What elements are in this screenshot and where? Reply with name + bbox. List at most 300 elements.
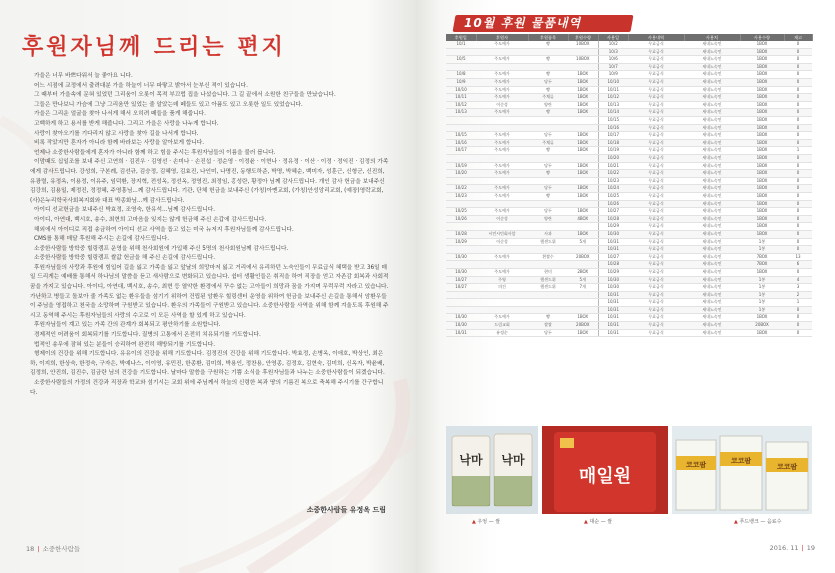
table-cell — [528, 299, 568, 307]
table-cell: 무료급식 — [628, 261, 684, 269]
donation-table-wrap — [446, 34, 812, 337]
table-cell: 새내노숙인 — [684, 230, 740, 238]
table-cell: 20BOX — [740, 322, 784, 330]
table-title: 10월 후원 물품내역 — [464, 16, 582, 30]
table-cell — [568, 246, 598, 254]
table-cell: 1BOX — [740, 215, 784, 223]
table-cell: 주영 — [476, 276, 528, 284]
table-cell: 빵 — [528, 86, 568, 94]
table-cell — [476, 155, 528, 163]
letter-paragraph: 어느 시점에 교정에서 출려대분 가을 하늘이 너무 파랗고 밝아서 눈부신 적이 있습니다. — [34, 82, 248, 89]
table-cell: 10/30 — [598, 284, 628, 292]
table-cell: 사과 — [528, 230, 568, 238]
table-row — [446, 63, 812, 71]
table-cell: 0 — [784, 238, 812, 246]
table-cell: 무료급식 — [628, 139, 684, 147]
table-cell: 빵 — [528, 314, 568, 322]
table-cell: 무료급식 — [628, 71, 684, 79]
table-row — [446, 86, 812, 94]
table-cell: 주도예가 — [476, 162, 528, 170]
table-cell: 7BOX — [740, 261, 784, 269]
table-cell: 10/8 — [446, 71, 476, 79]
table-cell: 10/17 — [598, 132, 628, 140]
table-header-row — [446, 34, 812, 41]
table-cell: 1BOX — [568, 208, 598, 216]
table-cell — [568, 299, 598, 307]
table-cell: 0 — [784, 192, 812, 200]
table-cell: 10/2 — [598, 41, 628, 48]
letter-paragraph: 후원자님들이 계고 있는 가족 간의 관계가 회복되고 평안하기를 소원합니다. — [34, 322, 221, 329]
table-cell: 무료급식 — [628, 329, 684, 337]
table-cell: 새내노숙인 — [684, 63, 740, 71]
table-cell: 주도예가 — [476, 185, 528, 193]
table-row — [446, 41, 812, 48]
letter-paragraph: 법적인 송무에 잠혀 있는 분들이 승리하여 완전히 해방되기를 기도합니다. — [34, 341, 216, 348]
table-cell: 1BOX — [740, 192, 784, 200]
table-cell: 0 — [784, 170, 812, 178]
table-cell: 새내노숙인 — [684, 185, 740, 193]
table-cell: 당두 — [528, 329, 568, 337]
table-cell: 무료급식 — [628, 208, 684, 216]
table-cell: 10/30 — [446, 253, 476, 261]
table-cell — [568, 177, 598, 185]
table-body — [446, 41, 812, 337]
letter-paragraph: 형제이의 건강을 위해 기도합니다. 유유이의 건강을 위해 기도합니다. 김정진의 건강을 위해 기도합니다. 박효정, 손병옥, 이애호, 박상인, 최은하, 이지희, 한상숙, 한정숙, 구자은, 박예나스, 이이영, 유민진, 한종환, 김미희, 박용인, 정찬용, 안영종, 김정호, 김현숙, 김미희, 신옥자, 박윤배, 김정희, 안진희, 김진수, 김금란 님의 건강을 기도합니다. 날마다 말씀을 구원하는 기쁨 소식을 후원자님들과 나누는 소중한사람들이 되겠습니다. — [30, 351, 385, 377]
table-cell: 새내노숙인 — [684, 322, 740, 330]
table-cell: 당두 — [528, 132, 568, 140]
table-cell: 10/29 — [446, 238, 476, 246]
table-cell: 당두 — [528, 162, 568, 170]
table-cell: 10/13 — [446, 109, 476, 117]
table-cell: 10/9 — [598, 71, 628, 79]
table-cell — [568, 261, 598, 269]
table-cell: 무료급식 — [628, 230, 684, 238]
table-cell: 10/21 — [598, 162, 628, 170]
table-cell: 7BOX — [740, 253, 784, 261]
table-cell: 0 — [784, 48, 812, 56]
table-cell: 새내노숙인 — [684, 124, 740, 132]
table-cell: 1BOX — [740, 79, 784, 87]
table-cell: 10/27 — [598, 253, 628, 261]
table-cell: 10/1 — [446, 41, 476, 48]
table-cell: 1BOX — [740, 314, 784, 322]
letter-paragraph: CMS를 통해 매달 후원해 주시는 손길에 감사드립니다. — [34, 236, 170, 243]
table-cell: 4BOX — [568, 215, 598, 223]
table-cell: 0 — [784, 215, 812, 223]
table-cell: 새내노숙인 — [684, 101, 740, 109]
table-cell — [528, 117, 568, 125]
table-cell: 이순성 — [476, 215, 528, 223]
table-cell: 무료급식 — [628, 200, 684, 208]
donation-table — [446, 34, 813, 337]
table-cell: 무료급식 — [628, 170, 684, 178]
table-cell: 0 — [784, 139, 812, 147]
table-cell: 주도예가 — [476, 253, 528, 261]
table-row — [446, 200, 812, 208]
table-cell: 1BOX — [568, 139, 598, 147]
table-cell — [476, 124, 528, 132]
table-cell: 무료급식 — [628, 177, 684, 185]
table-cell: 0 — [784, 223, 812, 231]
table-row — [446, 230, 812, 238]
table-cell: 13 — [784, 253, 812, 261]
letter-paragraph: 가을은 너무 바쁘다워서 늘 좋아요 니다. — [34, 73, 133, 79]
table-cell — [568, 155, 598, 163]
table-cell: 새내노숙인 — [684, 132, 740, 140]
column-header: 후원일 — [446, 34, 476, 41]
page-folio-left: 18 | 소중한사람들 — [26, 545, 81, 553]
table-cell — [476, 291, 528, 299]
table-cell: 양란 — [528, 215, 568, 223]
table-cell: 무료급식 — [628, 238, 684, 246]
table-cell: 0 — [784, 230, 812, 238]
column-header: 후원자 — [476, 34, 528, 41]
table-cell: 10/28 — [598, 261, 628, 269]
table-cell: 10/15 — [446, 132, 476, 140]
table-cell: 10/10 — [446, 86, 476, 94]
table-cell: 10/28 — [598, 215, 628, 223]
table-cell: 새내노숙인 — [684, 147, 740, 155]
table-cell: 주도예가 — [476, 109, 528, 117]
table-cell: 새내노숙인 — [684, 155, 740, 163]
table-cell: 무료급식 — [628, 276, 684, 284]
table-cell — [568, 48, 598, 56]
table-cell: 빵 — [528, 56, 568, 64]
letter-paragraph: 아이디 선교헌금을 보내주신 박효정, 조영숙, 한유석...님께 감사드립니다. — [34, 207, 216, 214]
table-cell: 새내노숙인 — [684, 329, 740, 337]
table-cell — [528, 63, 568, 71]
table-row — [446, 170, 812, 178]
table-cell: 2 — [784, 291, 812, 299]
table-cell: 1BOX — [740, 132, 784, 140]
table-row — [446, 132, 812, 140]
table-cell: 의건 — [476, 284, 528, 292]
letter-paragraph: 아이디, 아연대, 백시호, 송수, 최현희 고마음을 잊지는 않게 헌금해 주신 손갑에 감사드립니다. — [34, 216, 267, 223]
table-cell: 0 — [784, 41, 812, 48]
table-cell: 10/24 — [598, 185, 628, 193]
drink-box-label-2: 코코팜 — [730, 457, 752, 465]
table-cell: 주도예가 — [476, 208, 528, 216]
table-cell: 1BOX — [568, 162, 598, 170]
table-cell: 주도예가 — [476, 132, 528, 140]
table-cell — [446, 117, 476, 125]
table-cell: 10/19 — [598, 147, 628, 155]
table-cell: 10/10 — [598, 79, 628, 87]
table-row — [446, 238, 812, 246]
table-row — [446, 329, 812, 337]
table-cell: 무료급식 — [628, 124, 684, 132]
triangle-icon: ▲ — [734, 519, 738, 525]
table-cell: 새내노숙인 — [684, 170, 740, 178]
table-cell: 1 — [784, 299, 812, 307]
table-cell — [528, 223, 568, 231]
table-cell: 주도예가 — [476, 79, 528, 87]
letter-paragraph: 소중한사람들 방학중 힐링캠프 쌀값 헌금을 해 주신 손길에 감사드립니다. — [34, 255, 216, 262]
table-cell: 무료급식 — [628, 215, 684, 223]
table-cell — [446, 306, 476, 314]
table-cell: 새내노숙인 — [684, 56, 740, 64]
table-cell: 1BOX — [740, 147, 784, 155]
table-cell: 10/5 — [446, 56, 476, 64]
table-cell: 무료급식 — [628, 48, 684, 56]
table-cell: 10/17 — [446, 147, 476, 155]
letter-paragraph: 비록 작았지만 혼자가 아니라 함께 바라보는 사랑을 알아보게 합니다. — [34, 140, 205, 147]
table-cell: 무료급식 — [628, 284, 684, 292]
table-cell — [476, 246, 528, 254]
table-cell — [476, 177, 528, 185]
table-cell: 0 — [784, 86, 812, 94]
table-cell: 0 — [784, 94, 812, 102]
table-cell — [528, 48, 568, 56]
table-cell: 10/25 — [598, 192, 628, 200]
table-row — [446, 322, 812, 330]
table-cell — [446, 246, 476, 254]
table-row — [446, 177, 812, 185]
table-cell: 햄샌드위 — [528, 238, 568, 246]
table-cell: 주도예가 — [476, 170, 528, 178]
caption-text: 대순 — 쌀 — [589, 519, 613, 525]
table-cell — [568, 124, 598, 132]
table-cell: 6 — [784, 261, 812, 269]
table-cell: 0 — [784, 306, 812, 314]
red-package-label: 매일원 — [578, 466, 632, 487]
table-cell: 5개 — [568, 238, 598, 246]
table-cell: 1BOX — [740, 170, 784, 178]
table-cell: 현미 — [528, 268, 568, 276]
table-row — [446, 79, 812, 87]
table-cell: 당두 — [528, 208, 568, 216]
table-cell: 0 — [784, 56, 812, 64]
table-cell — [568, 291, 598, 299]
table-cell: 1BOX — [740, 101, 784, 109]
table-cell: 10/28 — [446, 230, 476, 238]
table-row — [446, 299, 812, 307]
table-cell: 1봉 — [740, 276, 784, 284]
table-row — [446, 291, 812, 299]
table-cell: 4 — [784, 276, 812, 284]
letter-paragraph: 후원자님들의 사랑과 후원에 힘입어 길을 잃고 가족을 잃고 앞날의 희망마저 잃고 거리에서 유리하던 노숙인들이 무료급식 혜택을 받고 36일 매일 드리게는 예배를 통해서 하나님의 말씀을 듣고 새사람으로 변화되고 있습니다. 쉼터 생활인들은 취직을 하여 직장을 얻고 자존감 회복과 사회적 꿈을 가지고 있습니다. 아이디, 아연대, 백시호, 송수, 최현 등 열악한 환경에서 꾸수 없는 고아들이 희망과 꿈을 가지며 무럭무럭 자라고 있습니다. 가난하고 병들고 돌보아 줄 가족도 없는 환우들을 섬기기 위하여 건립된 암환우 힐링센터 운영을 위하여 헌금을 보내주신 손길을 통해서 암환우들이 주님을 영접하고 천국을 소망하며 구원받고 있습니다. 환우의 가족들이 구원받고 있습니다. 소중한사람들 사역을 위해 함께 겨울도록 후원해 주시고 동역해 주시는 후원자님들의 사랑의 수고로 이 모든 사역을 할 있게 하고 있습니다. — [30, 264, 389, 319]
table-cell: 새내노숙인 — [684, 200, 740, 208]
table-cell: 쌀쌀 — [528, 322, 568, 330]
letter-paragraph: 언제나 소중한사람들에게 혼자가 아니라 함께 하고 힘을 주시는 후원자님들의 이름을 불러 봅니다. — [34, 149, 276, 156]
table-row — [446, 314, 812, 322]
table-cell — [476, 223, 528, 231]
table-cell: 1BOX — [568, 132, 598, 140]
table-cell: 새내노숙인 — [684, 246, 740, 254]
table-cell: 1BOX — [568, 109, 598, 117]
table-cell: 10/16 — [598, 124, 628, 132]
table-cell: 10/7 — [598, 63, 628, 71]
table-cell: 10/31 — [598, 291, 628, 299]
table-cell: 빵 — [528, 170, 568, 178]
table-cell: 새내노숙인 — [684, 208, 740, 216]
letter-body — [30, 72, 390, 502]
table-row — [446, 155, 812, 163]
table-cell: 10/31 — [598, 322, 628, 330]
table-cell — [568, 200, 598, 208]
table-cell — [476, 117, 528, 125]
table-cell: 0 — [784, 124, 812, 132]
table-cell: 무료급식 — [628, 132, 684, 140]
table-cell — [476, 306, 528, 314]
table-cell: 무료급식 — [628, 291, 684, 299]
table-cell: 1BOX — [740, 117, 784, 125]
table-row — [446, 101, 812, 109]
table-cell: 10/30 — [598, 230, 628, 238]
table-cell: 1BOX — [740, 177, 784, 185]
column-header: 사용일 — [598, 34, 628, 41]
table-cell: 새내노숙인 — [684, 94, 740, 102]
table-cell: 무료급식 — [628, 223, 684, 231]
table-cell: 1BOX — [568, 185, 598, 193]
table-cell: 1BOX — [740, 109, 784, 117]
table-row — [446, 71, 812, 79]
table-cell: 새내노숙인 — [684, 238, 740, 246]
table-cell: 당두 — [528, 185, 568, 193]
table-cell: 무료급식 — [628, 185, 684, 193]
table-cell: 양란 — [528, 101, 568, 109]
table-cell: 1BOX — [740, 63, 784, 71]
table-cell: 1BOX — [568, 192, 598, 200]
table-cell: 햄샌드위 — [528, 276, 568, 284]
table-cell: 빵 — [528, 147, 568, 155]
table-row — [446, 147, 812, 155]
table-cell: 0 — [784, 162, 812, 170]
table-cell — [568, 223, 598, 231]
left-page — [0, 0, 416, 573]
table-row — [446, 268, 812, 276]
caption-text: 푸드뱅크 — 음료수 — [739, 519, 782, 525]
table-cell: 10BOX — [568, 41, 598, 48]
table-cell: 무료급식 — [628, 94, 684, 102]
table-cell: 20BOX — [568, 322, 598, 330]
table-cell: 1BOX — [740, 208, 784, 216]
table-cell: 1BOX — [568, 71, 598, 79]
table-cell: 0 — [784, 155, 812, 163]
table-cell: 이순성 — [476, 238, 528, 246]
magazine-name: 소중한사람들 — [42, 545, 81, 553]
table-cell: 무료급식 — [628, 253, 684, 261]
column-header: 사용내역 — [628, 34, 684, 41]
table-cell: 1BOX — [568, 170, 598, 178]
rice-bag-label-1: 낙마 — [459, 453, 483, 467]
table-cell: 새내노숙인 — [684, 223, 740, 231]
table-cell: 10/11 — [598, 86, 628, 94]
table-cell: 새내노숙인 — [684, 253, 740, 261]
table-cell: 새내노숙인 — [684, 41, 740, 48]
triangle-icon: ▲ — [584, 519, 588, 525]
table-cell: 1BOX — [568, 101, 598, 109]
column-header: 후원품목 — [528, 34, 568, 41]
table-cell: 7개 — [568, 284, 598, 292]
table-cell: 2BOX — [568, 268, 598, 276]
table-cell — [568, 117, 598, 125]
table-cell: 10/29 — [598, 223, 628, 231]
table-cell: 0 — [784, 177, 812, 185]
table-cell: 10/6 — [598, 56, 628, 64]
table-cell — [528, 155, 568, 163]
table-cell: 10/25 — [446, 208, 476, 216]
table-row — [446, 284, 812, 292]
page-number-left: 18 — [26, 545, 35, 553]
table-cell: 무료급식 — [628, 306, 684, 314]
letter-paragraph: 그 때부터 가을속에 문혀 있었던 그리움이 오롯이 목적 부끄럽 집을 나섰습니다. 그 길 끝에서 소원한 친구들을 만났습니다. — [34, 92, 336, 99]
table-cell: 3 — [784, 284, 812, 292]
table-cell: 무료급식 — [628, 56, 684, 64]
table-cell: 1BOX — [568, 147, 598, 155]
table-cell: 10/18 — [598, 139, 628, 147]
table-cell: 1BOX — [740, 162, 784, 170]
table-cell: 1BOX — [740, 41, 784, 48]
table-cell: 1봉 — [740, 299, 784, 307]
photo-red-package — [542, 426, 668, 514]
table-cell: 10/16 — [446, 139, 476, 147]
table-row — [446, 246, 812, 254]
table-cell: 10/22 — [598, 170, 628, 178]
table-cell: 햄샌드위 — [528, 284, 568, 292]
table-cell: 1BOX — [740, 94, 784, 102]
table-cell: 빵 — [528, 109, 568, 117]
table-cell — [528, 306, 568, 314]
table-cell: 1BOX — [740, 268, 784, 276]
drink-box-label-1: 코코팜 — [685, 461, 707, 469]
table-cell: 무료급식 — [628, 117, 684, 125]
table-cell: 무료급식 — [628, 63, 684, 71]
table-cell: 10/30 — [446, 322, 476, 330]
letter-paragraph: 고백하게 하고 용서를 받게 해줍니다. 그리고 가을은 사랑을 나누게 합니다. — [34, 120, 219, 127]
rice-bag-label-2: 낙마 — [501, 453, 525, 467]
table-cell: 주도예가 — [476, 94, 528, 102]
table-cell: 무료급식 — [628, 162, 684, 170]
table-cell: 1봉 — [740, 284, 784, 292]
letter-paragraph: 소중한사람들 방학중 힐링캠프 운영을 위해 천사회원에 가입해 주신 5명의 천사회원님께 감사드립니다. — [34, 245, 289, 252]
table-cell: 10/27 — [446, 276, 476, 284]
issue-date: 2016. 11 — [769, 544, 799, 552]
table-row — [446, 192, 812, 200]
table-cell: 무료급식 — [628, 322, 684, 330]
table-cell: 새내노숙인 — [684, 314, 740, 322]
table-cell: 새내노숙인 — [684, 48, 740, 56]
table-cell: 10/31 — [598, 246, 628, 254]
table-cell: 10/31 — [598, 314, 628, 322]
table-cell: 1 — [784, 147, 812, 155]
table-cell: 10/15 — [598, 117, 628, 125]
table-cell: 1BOX — [740, 200, 784, 208]
table-cell: 새내노숙인 — [684, 177, 740, 185]
table-cell: 1봉 — [740, 306, 784, 314]
table-row — [446, 253, 812, 261]
page-folio-right: 2016. 11 | 19 — [769, 544, 815, 552]
table-row — [446, 56, 812, 64]
table-cell: 새내노숙인 — [684, 215, 740, 223]
table-cell: 드림교회 — [476, 322, 528, 330]
table-cell: 무료급식 — [628, 109, 684, 117]
table-cell: 1BOX — [568, 230, 598, 238]
letter-paragraph: 가을은 그리운 얼굴을 찾아 나서게 해서 오히려 떼들을 품게 해줍니다. — [34, 111, 206, 118]
table-cell: 새내노숙인 — [684, 306, 740, 314]
table-cell: 새내노숙인 — [684, 79, 740, 87]
table-cell: 무료급식 — [628, 299, 684, 307]
table-cell: 1BOX — [740, 86, 784, 94]
table-cell: 0 — [784, 109, 812, 117]
table-cell — [568, 306, 598, 314]
table-row — [446, 276, 812, 284]
table-cell: 새내노숙인 — [684, 162, 740, 170]
column-header: 후원수량 — [568, 34, 598, 41]
table-cell: 0 — [784, 185, 812, 193]
table-cell: 0 — [784, 322, 812, 330]
table-row — [446, 208, 812, 216]
